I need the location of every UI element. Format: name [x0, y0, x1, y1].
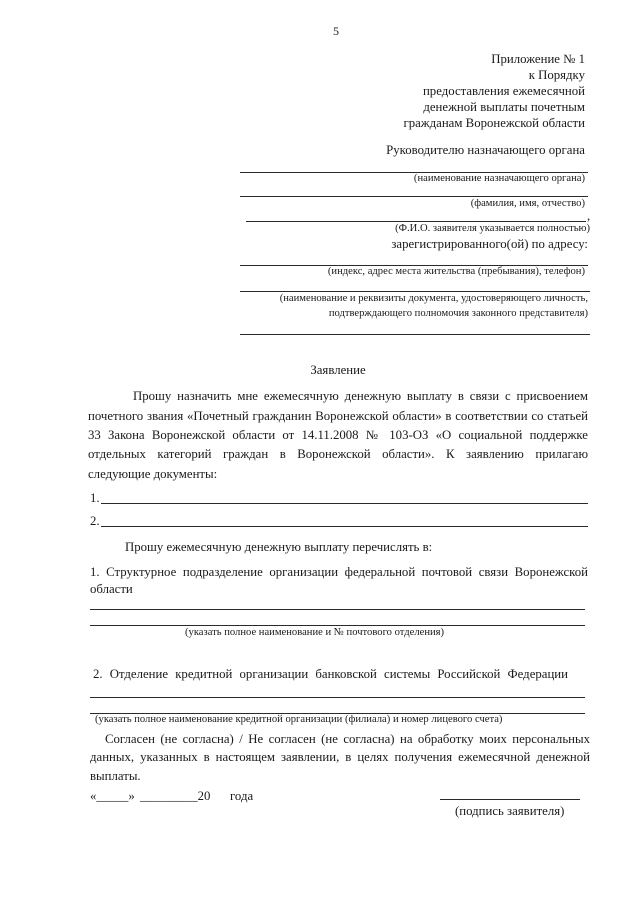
address-hint: (индекс, адрес места жительства (пребывания), телефон) [327, 266, 585, 277]
request-paragraph-line: почетного звания «Почетный гражданин Воронежской области» в соответствии со статьей [88, 409, 588, 423]
applicant-hint: (Ф.И.О. заявителя указывается полностью) [395, 223, 590, 234]
post-option-text: 1. Структурное подразделение организации федеральной почтовой связи Воронежской [90, 565, 588, 579]
applicant-line-comma: , [587, 209, 591, 223]
signature-fill-line [440, 799, 580, 800]
document-heading: Заявление [310, 363, 366, 377]
appendix-header [403, 51, 585, 131]
post-hint: (указать полное наименование и № почтового отделения) [185, 627, 445, 638]
appendix-line: денежной выплаты почетным [423, 100, 585, 114]
consent-line: Согласен (не согласна) / Не согласен (не согласна) на обработку моих персональных [105, 732, 590, 746]
appendix-line: к Порядку [528, 68, 585, 82]
request-paragraph-line: отдельных категорий граждан в Воронежской области». К заявлению прилагаю [88, 447, 588, 461]
attachment-number: 1. [90, 491, 100, 505]
appendix-line: предоставления ежемесячной [422, 84, 585, 98]
consent-line: данных, указанных в настоящем заявлении, в целях получения ежемесячной денежной [90, 750, 590, 764]
request-paragraph-line: 33 Закона Воронежской области от 14.11.2008 № 103-ОЗ «О социальной поддержке [88, 428, 588, 442]
date-month-year-blank: _________20 [140, 789, 211, 803]
name-hint: (фамилия, имя, отчество) [470, 198, 585, 209]
id-document-hint: подтверждающего полномочия законного представителя) [328, 308, 588, 319]
post-option-text: области [90, 582, 133, 596]
id-document-fill-line-2 [240, 334, 590, 335]
page-number: 5 [333, 24, 339, 38]
attachment-fill-line [101, 503, 588, 504]
consent-line: выплаты. [90, 769, 141, 783]
request-paragraph-line: следующие документы: [88, 467, 218, 481]
bank-hint: (указать полное наименование кредитной организации (филиала) и номер лицевого счета) [95, 714, 503, 725]
bank-fill-line [90, 697, 585, 698]
signature-hint: (подпись заявителя) [455, 804, 565, 818]
post-fill-line [90, 625, 585, 626]
date-day-blank: «_____» [90, 789, 135, 803]
applicant-fill-line [246, 221, 586, 222]
date-year-word: года [230, 789, 254, 803]
name-fill-line [240, 196, 588, 197]
post-fill-line [90, 609, 585, 610]
payment-intro: Прошу ежемесячную денежную выплату перечислять в: [125, 540, 433, 554]
id-document-fill-line [240, 291, 590, 292]
attachment-number: 2. [90, 514, 100, 528]
appendix-line: Приложение № 1 [491, 52, 585, 66]
request-paragraph-line: Прошу назначить мне ежемесячную денежную выплату в связи с присвоением [133, 389, 588, 403]
id-document-hint: (наименование и реквизиты документа, удостоверяющего личность, [279, 293, 588, 304]
bank-option-text: 2. Отделение кредитной организации банковской системы Российской Федерации [93, 667, 568, 681]
registered-label: зарегистрированного(ой) по адресу: [391, 237, 588, 251]
authority-hint: (наименование назначающего органа) [413, 173, 585, 184]
appendix-line: гражданам Воронежской области [403, 116, 585, 130]
addressee-title: Руководителю назначающего органа [386, 143, 585, 157]
attachment-fill-line [101, 526, 588, 527]
